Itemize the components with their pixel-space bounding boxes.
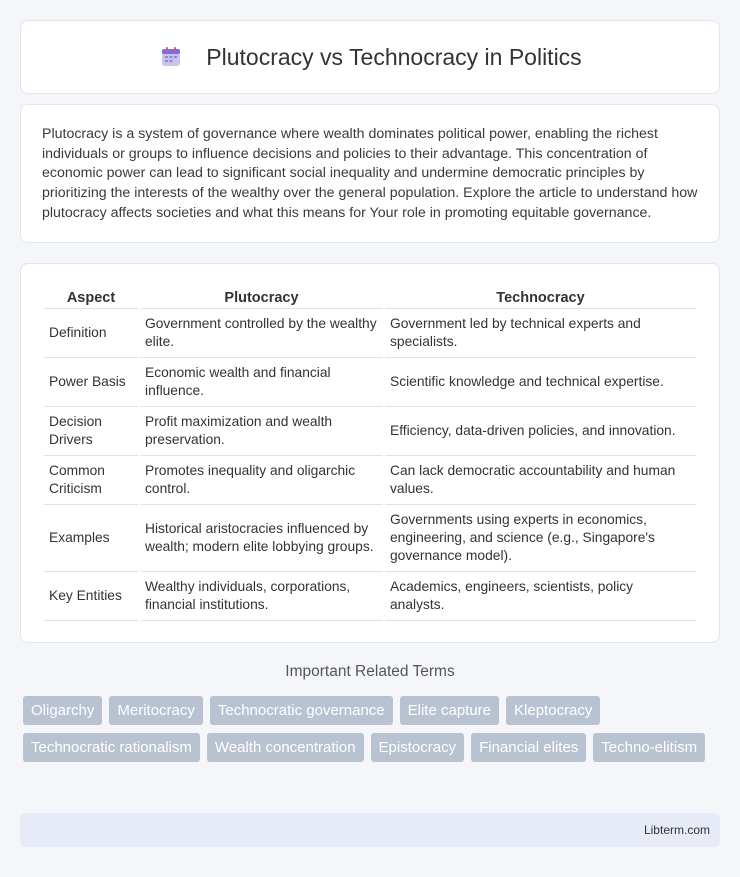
table-cell-technocracy: Scientific knowledge and technical expertise.: [385, 358, 696, 407]
comparison-table: [42, 284, 698, 621]
table-cell-aspect: Definition: [44, 309, 138, 358]
table-cell-plutocracy: Promotes inequality and oligarchic control.: [140, 456, 383, 505]
related-term-tag[interactable]: Techno-elitism: [593, 733, 705, 762]
table-cell-aspect: Decision Drivers: [44, 407, 138, 456]
table-cell-technocracy: Academics, engineers, scientists, policy analysts.: [385, 572, 696, 621]
related-terms-title: Important Related Terms: [285, 663, 455, 680]
intro-paragraph: Plutocracy is a system of governance where wealth dominates political power, enabling the richest individuals or groups to influence decisions and policies to their advantage. This concentration of economic power can lead to significant social inequality and undermine democratic principles by prioritizing the interests of the wealthy over the general population. Explore the article to understand how plutocracy affects societies and what this means for Your role in promoting equitable governance.: [42, 126, 698, 221]
table-cell-technocracy: Can lack democratic accountability and human values.: [385, 456, 696, 505]
table-row: [44, 358, 696, 407]
table-cell-technocracy: Efficiency, data-driven policies, and innovation.: [385, 407, 696, 456]
table-row: [44, 505, 696, 572]
table-cell-plutocracy: Economic wealth and financial influence.: [140, 358, 383, 407]
table-cell-plutocracy: Historical aristocracies influenced by wealth; modern elite lobbying groups.: [140, 505, 383, 572]
table-cell-technocracy: Governments using experts in economics, engineering, and science (e.g., Singapore's governance model).: [385, 505, 696, 572]
table-cell-aspect: Examples: [44, 505, 138, 572]
calendar-icon: [158, 44, 184, 70]
table-header-row: [44, 284, 696, 309]
table-cell-plutocracy: Profit maximization and wealth preservation.: [140, 407, 383, 456]
header-card: [20, 20, 720, 94]
comparison-table-card: [20, 263, 720, 643]
intro-card: [20, 104, 720, 243]
related-terms-list: [23, 696, 723, 762]
related-term-tag[interactable]: Meritocracy: [109, 696, 203, 725]
footer: [20, 813, 720, 847]
related-term-tag[interactable]: Technocratic rationalism: [23, 733, 200, 762]
related-term-tag[interactable]: Oligarchy: [23, 696, 102, 725]
table-row: [44, 456, 696, 505]
column-header-technocracy: Technocracy: [385, 284, 696, 309]
table-cell-aspect: Power Basis: [44, 358, 138, 407]
table-cell-plutocracy: Government controlled by the wealthy elite.: [140, 309, 383, 358]
related-term-tag[interactable]: Wealth concentration: [207, 733, 364, 762]
related-term-tag[interactable]: Epistocracy: [371, 733, 465, 762]
table-row: [44, 309, 696, 358]
page-title: Plutocracy vs Technocracy in Politics: [206, 43, 582, 70]
table-cell-aspect: Key Entities: [44, 572, 138, 621]
column-header-plutocracy: Plutocracy: [140, 284, 383, 309]
related-term-tag[interactable]: Financial elites: [471, 733, 586, 762]
related-term-tag[interactable]: Elite capture: [400, 696, 499, 725]
related-term-tag[interactable]: Technocratic governance: [210, 696, 393, 725]
table-cell-technocracy: Government led by technical experts and specialists.: [385, 309, 696, 358]
table-cell-aspect: Common Criticism: [44, 456, 138, 505]
table-row: [44, 572, 696, 621]
table-cell-plutocracy: Wealthy individuals, corporations, financial institutions.: [140, 572, 383, 621]
column-header-aspect: Aspect: [44, 284, 138, 309]
footer-site-link[interactable]: Libterm.com: [643, 823, 710, 837]
table-row: [44, 407, 696, 456]
related-term-tag[interactable]: Kleptocracy: [506, 696, 600, 725]
